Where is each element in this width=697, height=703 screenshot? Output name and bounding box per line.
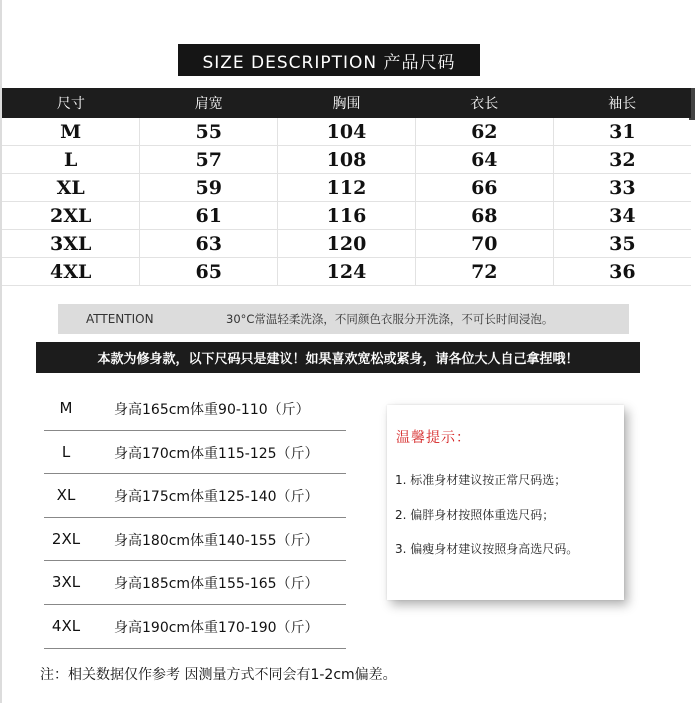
- cell-size: L: [2, 146, 140, 174]
- cell-length: 62: [415, 118, 553, 146]
- table-header-row: [2, 88, 691, 118]
- header-shoulder: 肩宽: [140, 88, 278, 118]
- cell-chest: 120: [278, 230, 416, 258]
- rec-desc: 身高190cm体重170-190（斤）: [114, 619, 319, 636]
- list-item: [44, 431, 346, 475]
- cell-length: 64: [415, 146, 553, 174]
- tips-title: 温馨提示：: [396, 430, 471, 446]
- tips-item: 2. 偏胖身材按照体重选尺码；: [395, 508, 555, 522]
- rec-size: 4XL: [51, 616, 81, 635]
- table-row: [2, 146, 691, 174]
- rec-desc: 身高175cm体重125-140（斤）: [114, 489, 319, 506]
- cell-sleeve: 33: [553, 174, 691, 202]
- page-title: SIZE DESCRIPTION 产品尺码: [178, 44, 480, 76]
- tips-item: 1. 标准身材建议按正常尺码选；: [395, 473, 567, 487]
- header-size: 尺寸: [2, 88, 140, 118]
- rec-desc: 身高165cm体重90-110（斤）: [114, 402, 310, 418]
- rec-size: M: [59, 399, 73, 417]
- cell-sleeve: 35: [553, 230, 691, 258]
- table-row: [2, 202, 691, 230]
- list-item: [44, 474, 346, 518]
- attention-bar: [58, 304, 629, 334]
- table-row: [2, 174, 691, 202]
- cell-chest: 104: [278, 118, 416, 146]
- list-item: [44, 387, 346, 431]
- cell-chest: 108: [278, 146, 416, 174]
- cell-sleeve: 34: [553, 202, 691, 230]
- cell-sleeve: 36: [553, 258, 691, 286]
- cell-length: 68: [415, 202, 553, 230]
- tips-card: [387, 405, 624, 600]
- rec-desc: 身高170cm体重115-125（斤）: [114, 445, 319, 462]
- cell-shoulder: 65: [140, 258, 278, 286]
- measurement-footnote: 注：相关数据仅作参考 因测量方式不同会有1-2cm偏差。: [40, 667, 397, 683]
- fit-notice-banner: 本款为修身款，以下尺码只是建议！如果喜欢宽松或紧身，请各位大人自己拿捏哦！: [36, 342, 640, 373]
- cell-shoulder: 57: [140, 146, 278, 174]
- list-item: [44, 518, 346, 562]
- rec-desc: 身高180cm体重140-155（斤）: [114, 532, 319, 549]
- attention-label: ATTENTION: [86, 312, 154, 326]
- rec-size: 3XL: [51, 573, 81, 592]
- cell-shoulder: 59: [140, 174, 278, 202]
- cell-chest: 116: [278, 202, 416, 230]
- table-row: [2, 230, 691, 258]
- cell-size: M: [2, 118, 140, 146]
- cell-shoulder: 63: [140, 230, 278, 258]
- table-row: [2, 258, 691, 286]
- rec-size: L: [61, 442, 71, 461]
- table-row: [2, 118, 691, 146]
- cell-chest: 112: [278, 174, 416, 202]
- cell-sleeve: 31: [553, 118, 691, 146]
- cell-shoulder: 61: [140, 202, 278, 230]
- tips-item: 3. 偏瘦身材建议按照身高选尺码。: [395, 542, 579, 556]
- cell-size: 4XL: [2, 258, 140, 286]
- list-item: [44, 605, 346, 649]
- rec-size: XL: [56, 486, 76, 505]
- cell-shoulder: 55: [140, 118, 278, 146]
- cell-size: 3XL: [2, 230, 140, 258]
- cell-size: XL: [2, 174, 140, 202]
- cell-size: 2XL: [2, 202, 140, 230]
- header-chest: 胸围: [278, 88, 416, 118]
- rec-desc: 身高185cm体重155-165（斤）: [114, 576, 319, 593]
- rec-size: 2XL: [51, 529, 81, 548]
- washing-instructions: 30°C常温轻柔洗涤，不同颜色衣服分开洗涤，不可长时间浸泡。: [226, 312, 554, 326]
- cell-length: 72: [415, 258, 553, 286]
- header-sleeve: 袖长: [553, 88, 691, 118]
- cell-length: 70: [415, 230, 553, 258]
- header-length: 衣长: [415, 88, 553, 118]
- cell-length: 66: [415, 174, 553, 202]
- cell-sleeve: 32: [553, 146, 691, 174]
- size-recommendation-list: [44, 387, 346, 649]
- list-item: [44, 561, 346, 605]
- cell-chest: 124: [278, 258, 416, 286]
- size-chart-table: [2, 88, 691, 286]
